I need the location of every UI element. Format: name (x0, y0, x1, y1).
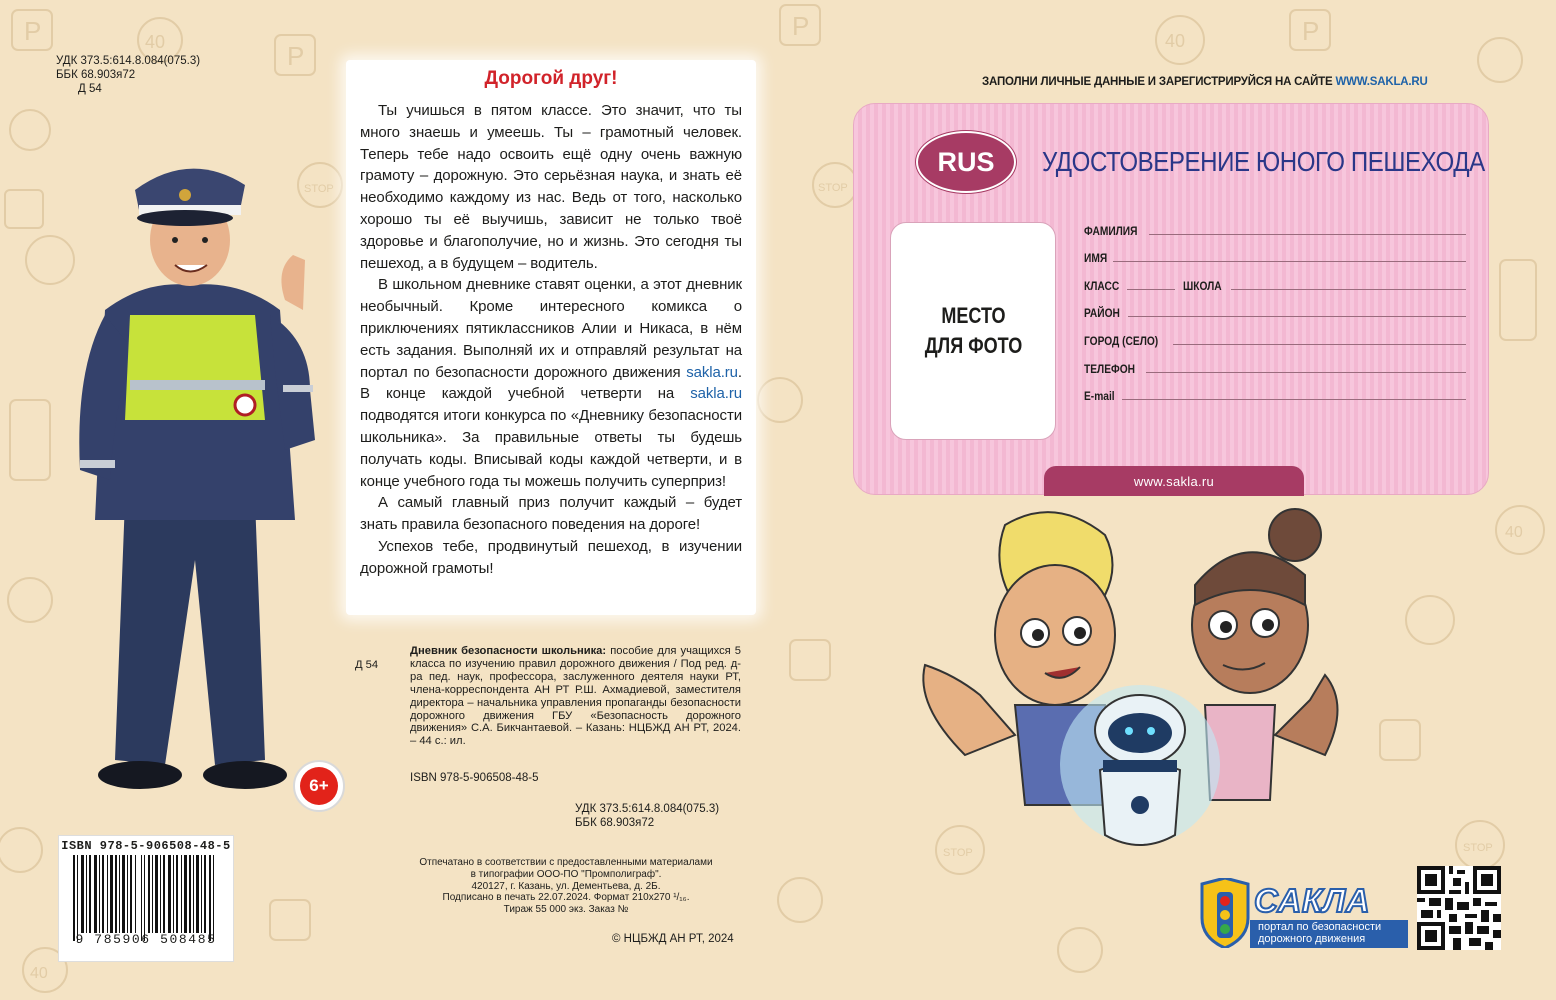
card-title: УДОСТОВЕРЕНИЕ ЮНОГО ПЕШЕХОДА (1042, 146, 1485, 177)
catalog-text (410, 645, 741, 748)
letter-paragraph-1: Ты учишься в пятом классе. Это значит, что ты много знаешь и умеешь. Ты – грамотный человек. Теперь тебе надо освоить ещё одну очень важную грамоту – дорожную. Это серьёзная наука, и знать её необходимо каждому из нас. Ведь от того, насколько хорошо ты её выучишь, зависит не только твоё здоровье и благополучие, но и жизнь. Это сегодня ты пешеход, а в будущем – водитель. (360, 102, 742, 272)
class-label: КЛАСС (1084, 278, 1120, 293)
letter-paragraph-3: А самый главный приз получит каждый – будет знать правила безопасного поведения на дороге! (360, 494, 742, 534)
surname-field[interactable] (1084, 210, 1466, 238)
phone-label: ТЕЛЕФОН (1084, 361, 1135, 376)
register-text: ЗАПОЛНИ ЛИЧНЫЕ ДАННЫЕ И ЗАРЕГИСТРИРУЙСЯ НА САЙТЕ (982, 76, 1336, 88)
print-info-line-5: Тираж 55 000 экз. Заказ № (503, 904, 629, 916)
photo-label-line-1: МЕСТО (940, 303, 1006, 328)
district-line[interactable] (1128, 316, 1466, 317)
letter-paragraph-4: Успехов тебе, продвинутый пешеход, в изучении дорожной грамоты! (360, 537, 742, 577)
school-line[interactable] (1231, 289, 1466, 290)
qr-code-icon[interactable] (1417, 866, 1501, 950)
city-field[interactable] (1084, 320, 1466, 348)
city-line[interactable] (1173, 344, 1466, 345)
udk-classification-top (56, 54, 200, 96)
udk-code-bottom: УДК 373.5:614.8.084(075.3) (575, 803, 720, 815)
register-instruction (982, 76, 1428, 88)
district-label: РАЙОН (1084, 306, 1120, 321)
svg-text:40: 40 (1165, 31, 1186, 51)
udk-code: УДК 373.5:614.8.084(075.3) (56, 55, 201, 67)
photo-label-line-2: ДЛЯ ФОТО (924, 333, 1022, 358)
copyright: © НЦБЖД АН РТ, 2024 (612, 933, 734, 945)
city-label: ГОРОД (СЕЛО) (1084, 333, 1159, 348)
kids-and-robot-illustration (905, 505, 1365, 875)
card-site-tab[interactable]: www.sakla.ru (1044, 466, 1304, 496)
bbk-code: ББК 68.903я72 (56, 69, 136, 81)
school-label: ШКОЛА (1183, 278, 1223, 293)
class-line[interactable] (1127, 289, 1175, 290)
letter-paragraph-2 (360, 274, 742, 492)
class-school-field[interactable] (1084, 265, 1466, 293)
age-rating-badge (293, 760, 345, 812)
email-line[interactable] (1122, 399, 1466, 400)
letter-paragraph-2-b: . В конце каждой учебной четверти на (360, 363, 742, 403)
card-fields (1084, 210, 1466, 403)
print-info (396, 857, 736, 916)
email-field[interactable] (1084, 376, 1466, 404)
svg-text:40: 40 (30, 965, 48, 982)
catalog-record (355, 645, 741, 748)
svg-text:P: P (792, 11, 810, 41)
isbn-barcode (58, 835, 234, 962)
catalog-description: пособие для учащихся 5 класса по изучению правил дорожного движения / Под ред. д-ра пед. наук, профессора, заслуженного деятеля науки РТ, члена-корреспондента АН РТ Р.Ш. Ахмадиевой, заместителя директора – начальника управления пропаганды безопасности дорожного движения ГБУ «Безопасность дорожного движения» С.А. Бикчантаевой. – Казань: НЦБЖД АН РТ, 2024. – 44 с.: ил. (410, 645, 741, 748)
surname-line[interactable] (1149, 234, 1466, 235)
barcode-bars (59, 853, 233, 941)
svg-text:STOP: STOP (818, 182, 848, 194)
traffic-police-officer-illustration (55, 140, 345, 800)
svg-text:STOP: STOP (304, 183, 334, 195)
dear-friend-letter (346, 60, 756, 615)
sakla-link-1[interactable]: sakla.ru (686, 363, 738, 381)
surname-label: ФАМИЛИЯ (1084, 223, 1138, 238)
sakla-link-2[interactable]: sakla.ru (690, 385, 742, 403)
svg-text:40: 40 (145, 32, 166, 52)
register-link[interactable]: WWW.SAKLA.RU (1335, 76, 1428, 88)
udk-classification-bottom (575, 802, 719, 830)
letter-paragraph-2-c: подводятся итоги конкурса по «Дневнику безопасности школьника». За правильные ответы ты будешь получать коды. Вписывай коды каждой четверти, и в конце учебного года ты можешь получить суперприз! (360, 407, 742, 490)
print-info-line-4: Подписано в печать 22.07.2024. Формат 210x270 ¹/₁₆. (442, 892, 690, 904)
bbk-code-bottom: ББК 68.903я72 (575, 817, 655, 829)
svg-text:40: 40 (1505, 524, 1523, 541)
logo-tagline-line-2: дорожного движения (1258, 932, 1366, 945)
photo-placeholder[interactable] (890, 222, 1056, 440)
district-field[interactable] (1084, 293, 1466, 321)
name-line[interactable] (1113, 261, 1466, 262)
barcode-isbn-text: ISBN 978-5-906508-48-5 (61, 839, 231, 853)
traffic-light-shield-icon (1198, 878, 1252, 948)
letter-title: Дорогой друг! (484, 68, 618, 89)
phone-line[interactable] (1146, 372, 1466, 373)
print-info-line-3: 420127, г. Казань, ул. Дементьева, д. 2Б. (471, 880, 661, 892)
svg-text:STOP: STOP (943, 847, 973, 859)
isbn-line: ISBN 978-5-906508-48-5 (410, 772, 539, 784)
svg-text:STOP: STOP (1463, 842, 1493, 854)
email-label: E-mail (1084, 389, 1115, 404)
barcode-digits: 9 785906 508485 (75, 932, 217, 947)
sakla-logo[interactable] (1198, 876, 1410, 948)
svg-text:P: P (24, 16, 42, 46)
catalog-d54: Д 54 (355, 659, 379, 671)
name-label: ИМЯ (1084, 251, 1108, 266)
logo-word: САКЛА (1254, 882, 1371, 919)
name-field[interactable] (1084, 238, 1466, 266)
print-info-line-2: в типографии ООО-ПО "Промполиграф". (470, 868, 662, 880)
rus-badge: RUS (916, 131, 1016, 193)
d54-code: Д 54 (78, 83, 102, 95)
svg-text:P: P (1302, 16, 1320, 46)
age-rating-text: 6+ (300, 767, 338, 805)
young-pedestrian-id-card (853, 103, 1489, 495)
letter-paragraph-2-a: В школьном дневнике ставят оценки, а этот дневник необычный. Кроме интересного комикса о приключениях пятиклассников Алии и Никаса, в нём есть задания. Выполняй их и отправляй результат на портал по безопасности дорожного движения (360, 276, 742, 381)
svg-text:P: P (287, 41, 305, 71)
photo-label (924, 301, 1022, 361)
logo-tagline (1250, 920, 1408, 948)
logo-tagline-line-1: портал по безопасности (1258, 921, 1382, 933)
print-info-line-1: Отпечатано в соответствии с предоставленными материалами (419, 857, 713, 868)
catalog-book-title: Дневник безопасности школьника: (410, 645, 607, 657)
phone-field[interactable] (1084, 348, 1466, 376)
